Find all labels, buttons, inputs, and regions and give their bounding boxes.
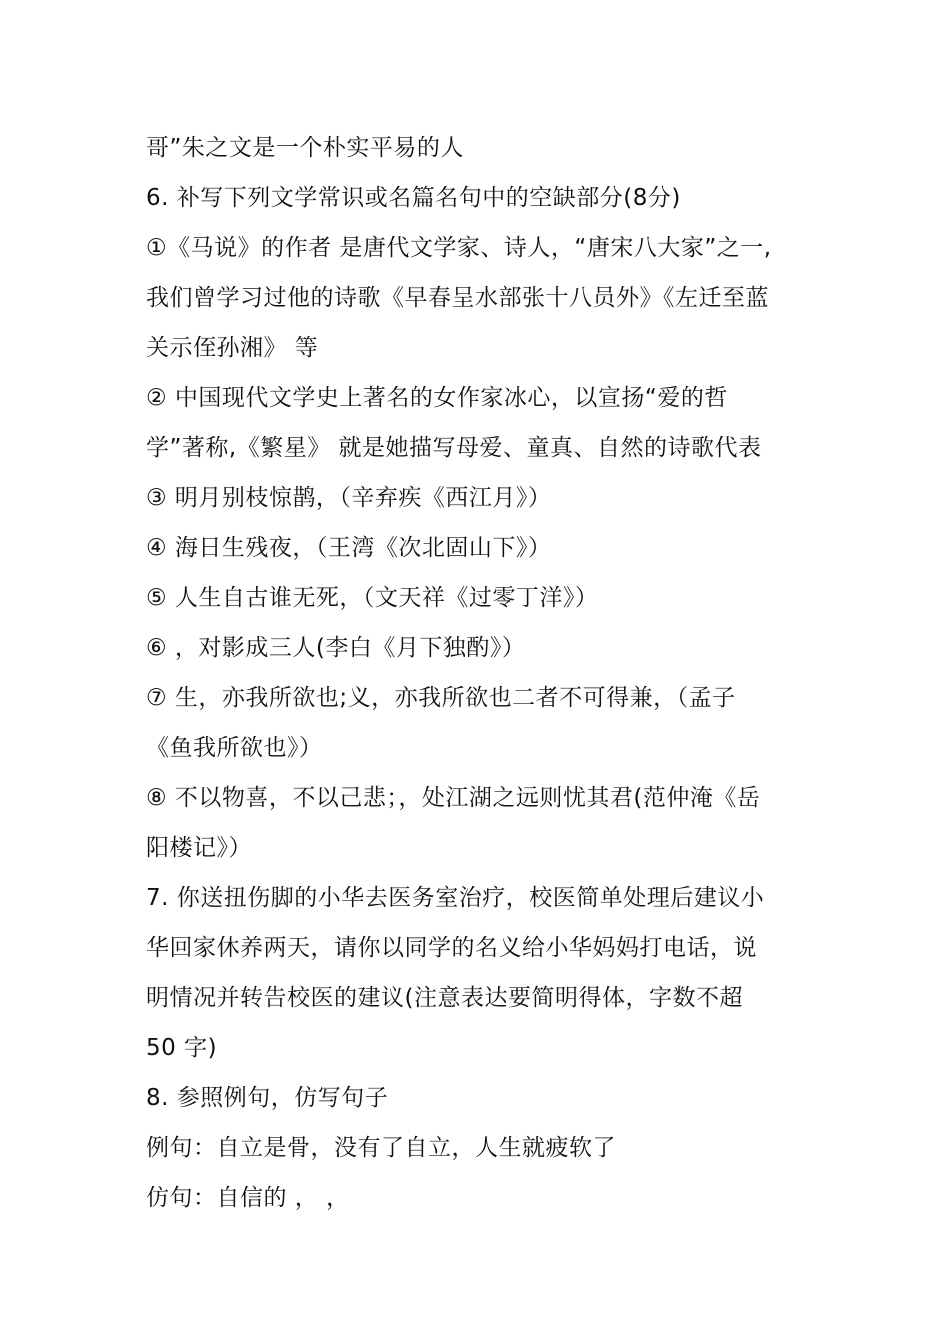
- question-6-heading: 6. 补写下列文学常识或名篇名句中的空缺部分(8分): [146, 185, 681, 211]
- question-7-line-2: 华回家休养两天，请你以同学的名义给小华妈妈打电话，说: [146, 935, 757, 961]
- question-6-item-6: ⑥ ，对影成三人(李白《月下独酌》）: [146, 635, 526, 661]
- question-6-item-2-line-2: 学”著称,《繁星》 就是她描写母爱、童真、自然的诗歌代表: [146, 435, 762, 461]
- question-6-item-1-line-1: ①《马说》的作者 是唐代文学家、诗人，“唐宋八大家”之一,: [146, 235, 772, 261]
- question-6-item-7-line-2: 《鱼我所欲也》）: [146, 735, 323, 761]
- question-6-item-1-line-3: 关示侄孙湘》 等: [146, 335, 319, 361]
- question-6-item-5: ⑤ 人生自古谁无死，（文天祥《过零丁洋》）: [146, 585, 599, 611]
- question-7-line-3: 明情况并转告校医的建议(注意表达要简明得体，字数不超: [146, 985, 743, 1011]
- question-8-heading: 8. 参照例句，仿写句子: [146, 1085, 389, 1111]
- question-6-item-3: ③ 明月别枝惊鹊，（辛弃疾《西江月》）: [146, 485, 552, 511]
- question-6-item-1-line-2: 我们曾学习过他的诗歌《早春呈水部张十八员外》《左迁至蓝: [146, 285, 769, 311]
- question-7-line-4: 50 字): [146, 1035, 218, 1061]
- question-8-example: 例句：自立是骨，没有了自立，人生就疲软了: [146, 1135, 616, 1161]
- text-line-prev-continuation: 哥”朱之文是一个朴实平易的人: [146, 135, 464, 161]
- question-6-item-2-line-1: ② 中国现代文学史上著名的女作家冰心，以宣扬“爱的哲: [146, 385, 728, 411]
- question-6-item-8-line-1: ⑧ 不以物喜，不以己悲；，处江湖之远则忧其君(范仲淹《岳: [146, 785, 761, 811]
- question-8-imitation: 仿句：自信的 ， ，: [146, 1185, 350, 1211]
- question-6-item-7-line-1: ⑦ 生，亦我所欲也;义，亦我所欲也二者不可得兼，（孟子: [146, 685, 736, 711]
- question-6-item-4: ④ 海日生残夜，（王湾《次北固山下》）: [146, 535, 552, 561]
- question-6-item-8-line-2: 阳楼记》）: [146, 835, 252, 861]
- question-7-line-1: 7. 你送扭伤脚的小华去医务室治疗，校医简单处理后建议小: [146, 885, 765, 911]
